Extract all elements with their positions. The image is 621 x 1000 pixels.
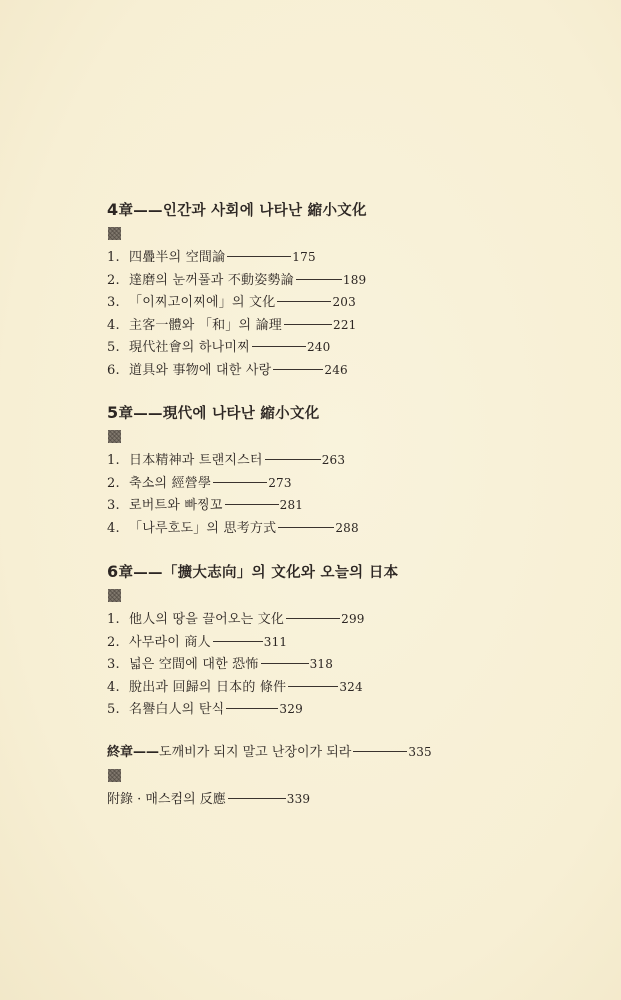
leader-line bbox=[296, 279, 342, 280]
entry-index: 1. bbox=[107, 250, 120, 265]
toc-entry[interactable] bbox=[107, 631, 398, 654]
chapter-title bbox=[107, 561, 398, 583]
leader-line bbox=[226, 708, 278, 709]
leader-line bbox=[284, 324, 332, 325]
entry-index: 4. bbox=[107, 679, 120, 695]
entry-title: 達磨의 눈꺼풀과 不動姿勢論 bbox=[129, 272, 294, 288]
entry-title: 名譽白人의 탄식 bbox=[129, 702, 225, 717]
entry-title: 로버트와 빠찡꼬 bbox=[129, 498, 223, 513]
entry-index: 3. bbox=[107, 657, 120, 672]
chapter-items bbox=[107, 608, 398, 721]
entry-page: 324 bbox=[339, 679, 363, 694]
entry-index: 2. bbox=[107, 634, 120, 650]
entry-page: 329 bbox=[279, 702, 303, 716]
entry-page: 281 bbox=[279, 498, 304, 512]
leader-line bbox=[261, 663, 309, 664]
final-chapter-section bbox=[107, 741, 432, 782]
toc-entry[interactable] bbox=[107, 314, 367, 337]
leader-line bbox=[213, 482, 267, 483]
leader-line bbox=[286, 618, 340, 619]
leader-line bbox=[225, 504, 279, 505]
toc-entry[interactable] bbox=[107, 246, 367, 269]
entry-index: 2. bbox=[107, 272, 120, 288]
appendix-section bbox=[107, 788, 310, 810]
entry-page: 221 bbox=[332, 317, 357, 332]
entry-title: 現代社會의 하나미찌 bbox=[129, 340, 250, 355]
leader-line bbox=[277, 301, 331, 302]
final-chapter-title: 도깨비가 되지 말고 난장이가 되라 bbox=[159, 745, 352, 760]
entry-index: 3. bbox=[107, 295, 120, 310]
chapter-label: 章——現代에 나타난 縮小文化 bbox=[118, 406, 320, 422]
chapter-6-section bbox=[107, 561, 398, 721]
chapter-number: 5 bbox=[107, 403, 119, 422]
entry-title: 넓은 空間에 대한 恐怖 bbox=[129, 657, 259, 672]
chapter-number: 4 bbox=[107, 200, 119, 219]
entry-page: 339 bbox=[286, 792, 311, 806]
toc-entry[interactable] bbox=[107, 472, 359, 495]
toc-entry[interactable] bbox=[107, 608, 398, 631]
entry-page: 189 bbox=[342, 272, 367, 287]
leader-line bbox=[278, 527, 334, 528]
leader-line bbox=[273, 369, 323, 370]
entry-title: 사무라이 商人 bbox=[129, 634, 211, 650]
toc-entry[interactable] bbox=[107, 359, 367, 382]
entry-index: 6. bbox=[107, 362, 120, 378]
final-chapter-entry[interactable] bbox=[107, 741, 432, 763]
entry-title: 道具와 事物에 대한 사랑 bbox=[129, 362, 272, 378]
entry-index: 3. bbox=[107, 498, 120, 513]
leader-line bbox=[252, 346, 306, 347]
leader-line bbox=[265, 459, 321, 460]
entry-index: 2. bbox=[107, 475, 120, 491]
chapter-items bbox=[107, 246, 367, 381]
entry-title: 「나루호도」의 思考方式 bbox=[129, 520, 277, 536]
chapter-title bbox=[107, 402, 359, 424]
section-ornament-icon bbox=[108, 430, 121, 443]
toc-entry[interactable] bbox=[107, 291, 367, 314]
entry-title: 主客一體와 「和」의 論理 bbox=[129, 317, 282, 333]
toc-entry[interactable] bbox=[107, 517, 359, 540]
final-chapter-label: 終章—— bbox=[107, 745, 160, 760]
entry-title: 他人의 땅을 끌어오는 文化 bbox=[129, 612, 285, 627]
entry-page: 288 bbox=[335, 520, 359, 535]
chapter-title bbox=[107, 199, 367, 221]
appendix-label: 附錄 · 매스컴의 反應 bbox=[107, 792, 226, 807]
entry-page: 273 bbox=[268, 475, 292, 490]
toc-entry[interactable] bbox=[107, 676, 398, 699]
entry-index: 1. bbox=[107, 612, 120, 627]
leader-line bbox=[228, 798, 286, 799]
appendix-entry[interactable] bbox=[107, 788, 310, 810]
toc-entry[interactable] bbox=[107, 449, 359, 472]
chapter-5-section bbox=[107, 402, 359, 539]
toc-entry[interactable] bbox=[107, 336, 367, 359]
entry-title: 日本精神과 트랜지스터 bbox=[129, 453, 263, 468]
chapter-4-section bbox=[107, 199, 367, 381]
entry-page: 203 bbox=[332, 295, 356, 309]
leader-line bbox=[213, 641, 263, 642]
entry-page: 246 bbox=[324, 362, 348, 377]
entry-index: 5. bbox=[107, 702, 120, 717]
entry-page: 299 bbox=[341, 612, 365, 626]
entry-page: 335 bbox=[408, 745, 432, 759]
toc-entry[interactable] bbox=[107, 494, 359, 517]
chapter-items bbox=[107, 449, 359, 539]
section-ornament-icon bbox=[108, 769, 121, 782]
leader-line bbox=[227, 256, 291, 257]
entry-index: 4. bbox=[107, 520, 120, 536]
leader-line bbox=[353, 751, 407, 752]
entry-index: 1. bbox=[107, 453, 120, 468]
entry-title: 「이찌고이찌에」의 文化 bbox=[129, 295, 276, 310]
chapter-label: 章——「擴大志向」의 文化와 오늘의 日本 bbox=[118, 565, 399, 581]
toc-entry[interactable] bbox=[107, 269, 367, 292]
chapter-number: 6 bbox=[107, 562, 119, 581]
entry-page: 311 bbox=[263, 634, 288, 649]
section-ornament-icon bbox=[108, 589, 121, 602]
entry-title: 四疊半의 空間論 bbox=[129, 250, 226, 265]
leader-line bbox=[288, 686, 338, 687]
entry-page: 175 bbox=[292, 250, 316, 264]
entry-page: 263 bbox=[321, 453, 346, 467]
entry-page: 240 bbox=[306, 340, 331, 354]
entry-index: 5. bbox=[107, 340, 120, 355]
entry-title: 脫出과 回歸의 日本的 條件 bbox=[129, 679, 287, 695]
toc-entry[interactable] bbox=[107, 698, 398, 721]
entry-index: 4. bbox=[107, 317, 120, 333]
entry-page: 318 bbox=[309, 657, 334, 671]
section-ornament-icon bbox=[108, 227, 121, 240]
toc-entry[interactable] bbox=[107, 653, 398, 676]
entry-title: 축소의 經營學 bbox=[129, 475, 212, 491]
chapter-label: 章——인간과 사회에 나타난 縮小文化 bbox=[118, 203, 367, 219]
